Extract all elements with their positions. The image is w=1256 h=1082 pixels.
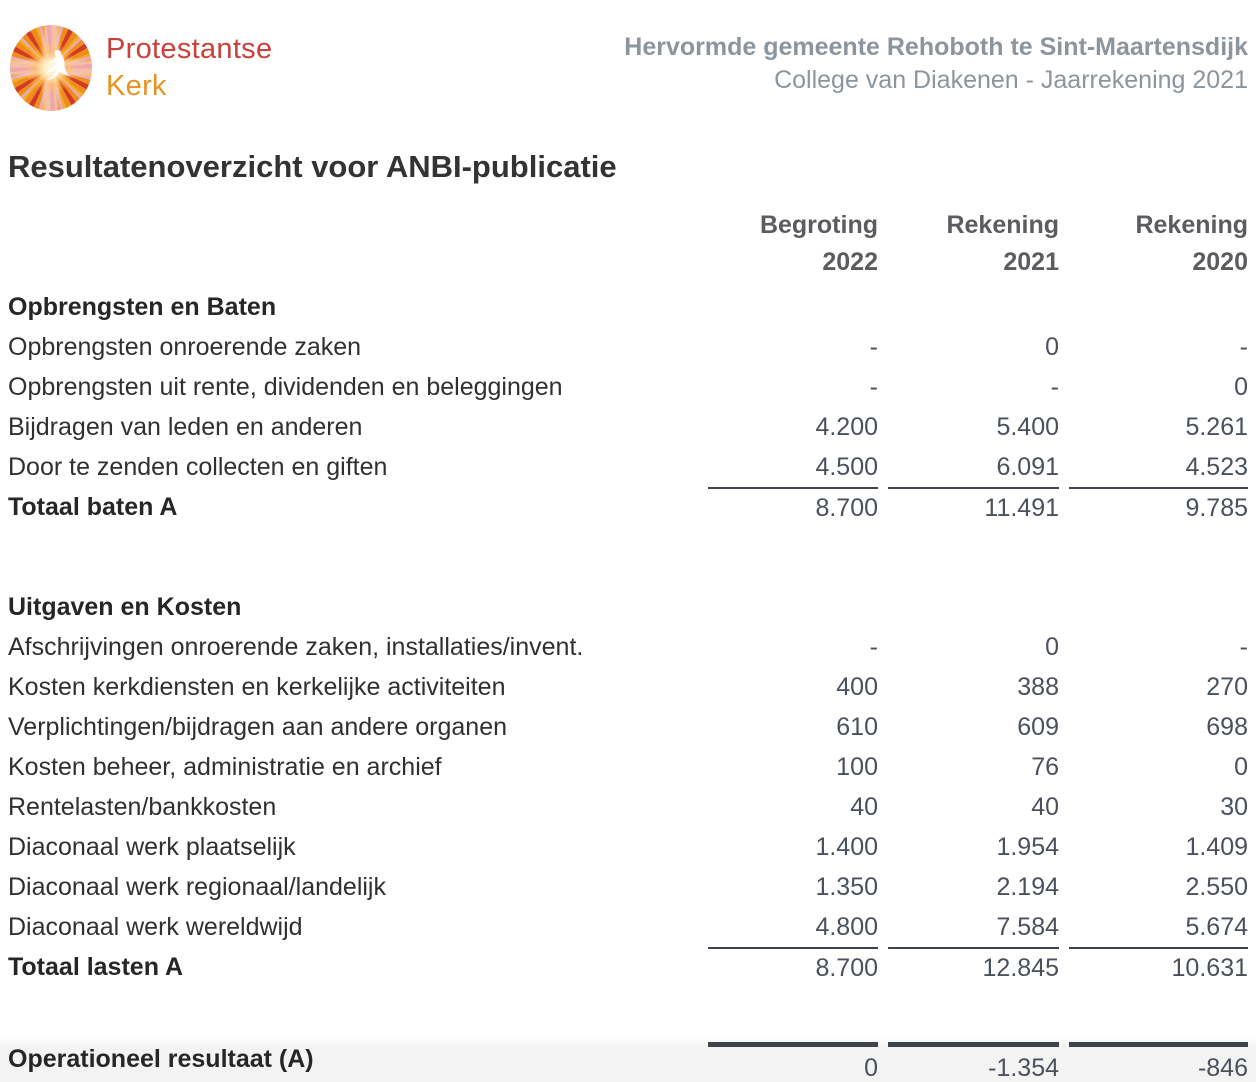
cell-value: 100: [836, 753, 878, 781]
brand: [10, 25, 272, 111]
cell-value: [878, 287, 1059, 327]
cell-value: 0: [1234, 753, 1248, 781]
column-header-rekening-2020: [1059, 207, 1248, 281]
cell-value: 2.550: [1185, 873, 1248, 901]
cell-value: 1.350: [815, 873, 878, 901]
table-row: [8, 707, 1248, 747]
table-row: [8, 787, 1248, 827]
cell-value: [1059, 587, 1248, 627]
column-header-begroting-2022: [698, 207, 878, 281]
cell-value: -: [869, 373, 878, 401]
row-label: Opbrengsten en Baten: [8, 293, 277, 321]
org-subtitle: College van Diakenen - Jaarrekening 2021: [774, 66, 1248, 94]
org-title: Hervormde gemeente Rehoboth te Sint-Maartensdijk: [624, 33, 1248, 61]
cell-value: 5.400: [996, 413, 1059, 441]
column-header-rekening-2021: [878, 207, 1059, 281]
cell-value: 9.785: [1069, 487, 1248, 527]
cell-value: [698, 287, 878, 327]
header-spacer: [8, 207, 698, 281]
cell-value: 698: [1206, 713, 1248, 741]
protestantse-kerk-logo: [10, 25, 92, 111]
table-header-row: [8, 207, 1248, 281]
row-label: Opbrengsten onroerende zaken: [8, 333, 362, 361]
row-label: Opbrengsten uit rente, dividenden en beleggingen: [8, 373, 563, 401]
row-label: Door te zenden collecten en giften: [8, 453, 388, 481]
row-label: Bijdragen van leden en anderen: [8, 413, 363, 441]
result-value-rekening-2020: -846: [1069, 1042, 1248, 1082]
cell-value: 40: [1031, 793, 1059, 821]
column-header-line: Begroting: [759, 211, 878, 239]
cell-value: [878, 587, 1059, 627]
total-row: [8, 487, 1248, 527]
cell-value: 4.800: [815, 913, 878, 941]
row-label: Rentelasten/bankkosten: [8, 793, 277, 821]
row-label: Diaconaal werk regionaal/landelijk: [8, 873, 386, 901]
cell-value: 5.261: [1185, 413, 1248, 441]
cell-value: -: [1050, 373, 1059, 401]
cell-value: 30: [1220, 793, 1248, 821]
cell-value: 7.584: [996, 913, 1059, 941]
total-row: [8, 947, 1248, 987]
table-row: [8, 627, 1248, 667]
cell-value: -: [1239, 633, 1248, 661]
section-heading-row: [8, 287, 1248, 327]
cell-value: -: [869, 333, 878, 361]
results-table: [8, 207, 1248, 987]
table-body: [8, 287, 1248, 987]
row-label: Diaconaal werk wereldwijd: [8, 913, 303, 941]
cell-value: 12.845: [888, 947, 1059, 987]
table-row: [8, 747, 1248, 787]
row-label: Afschrijvingen onroerende zaken, installaties/invent.: [8, 633, 584, 661]
cell-value: 76: [1031, 753, 1059, 781]
column-header-line: 2022: [822, 248, 878, 276]
cell-value: 609: [1017, 713, 1059, 741]
column-header-line: Rekening: [1135, 211, 1248, 239]
cell-value: [1059, 287, 1248, 327]
cell-value: 270: [1206, 673, 1248, 701]
cell-value: [698, 587, 878, 627]
brand-name: [106, 25, 272, 111]
table-row: [8, 447, 1248, 487]
column-header-line: 2021: [1003, 248, 1059, 276]
column-header-line: Rekening: [946, 211, 1059, 239]
row-label: Totaal lasten A: [8, 953, 184, 981]
row-label: Diaconaal werk plaatselijk: [8, 833, 296, 861]
cell-value: 4.523: [1185, 453, 1248, 481]
result-label: Operationeel resultaat (A): [8, 1045, 314, 1073]
row-label: Verplichtingen/bijdragen aan andere organen: [8, 713, 507, 741]
dove-icon: [22, 41, 80, 95]
cell-value: 5.674: [1185, 913, 1248, 941]
table-row: [8, 907, 1248, 947]
row-label: Kosten beheer, administratie en archief: [8, 753, 442, 781]
cell-value: 8.700: [708, 487, 878, 527]
result-row: [0, 1036, 1256, 1082]
cell-value: 0: [1045, 333, 1059, 361]
cell-value: 40: [850, 793, 878, 821]
table-row: [8, 367, 1248, 407]
cell-value: 6.091: [996, 453, 1059, 481]
cell-value: 10.631: [1069, 947, 1248, 987]
section-heading-row: [8, 587, 1248, 627]
cell-value: 0: [1234, 373, 1248, 401]
cell-value: 4.200: [815, 413, 878, 441]
row-label: Kosten kerkdiensten en kerkelijke activiteiten: [8, 673, 506, 701]
cell-value: 1.409: [1185, 833, 1248, 861]
table-row: [8, 867, 1248, 907]
column-header-line: 2020: [1192, 248, 1248, 276]
brand-line-2: Kerk: [106, 70, 167, 102]
table-row: [8, 827, 1248, 867]
cell-value: 0: [1045, 633, 1059, 661]
result-value-rekening-2021: -1.354: [888, 1042, 1059, 1082]
table-row: [8, 667, 1248, 707]
row-label: Uitgaven en Kosten: [8, 593, 242, 621]
cell-value: -: [869, 633, 878, 661]
cell-value: 4.500: [815, 453, 878, 481]
cell-value: 11.491: [888, 487, 1059, 527]
result-band: [0, 1036, 1256, 1082]
page-title: Resultatenoverzicht voor ANBI-publicatie: [8, 149, 617, 184]
result-value-begroting-2022: 0: [708, 1042, 878, 1082]
cell-value: 1.954: [996, 833, 1059, 861]
cell-value: 610: [836, 713, 878, 741]
cell-value: -: [1239, 333, 1248, 361]
table-row: [8, 407, 1248, 447]
table-section: [8, 587, 1248, 987]
table-row: [8, 327, 1248, 367]
page-header: [0, 0, 1256, 111]
table-section: [8, 287, 1248, 527]
cell-value: 400: [836, 673, 878, 701]
cell-value: 1.400: [815, 833, 878, 861]
row-label: Totaal baten A: [8, 493, 178, 521]
cell-value: 8.700: [708, 947, 878, 987]
cell-value: 388: [1017, 673, 1059, 701]
org-header: [624, 25, 1248, 97]
cell-value: 2.194: [996, 873, 1059, 901]
brand-line-1: Protestantse: [106, 33, 273, 65]
